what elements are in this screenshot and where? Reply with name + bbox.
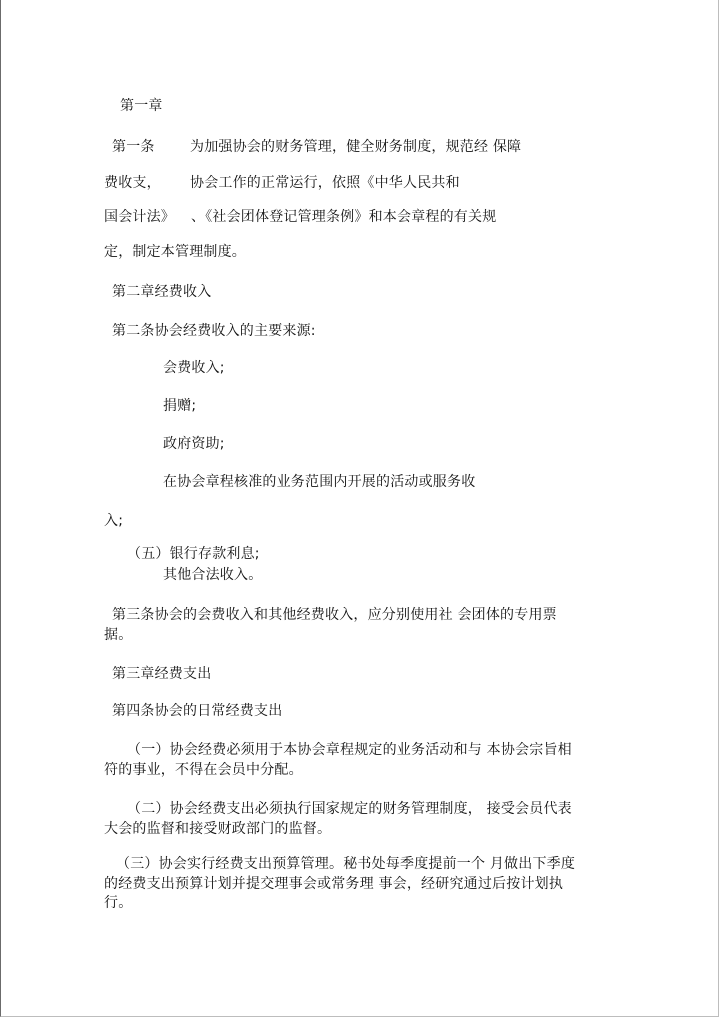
chapter-1-heading: 第一章: [120, 98, 163, 114]
income-item-1: 会费收入;: [163, 360, 225, 376]
expense-p1-line-2: 符的事业，不得在会员中分配。: [104, 762, 303, 778]
expense-p2-line-1: （二）协会经费支出必须执行国家规定的财务管理制度， 接受会员代表: [127, 801, 572, 817]
article-1-line-1: 为加强协会的财务管理，健全财务制度，规范经 保障: [190, 139, 522, 155]
article-1-line-4: 定，制定本管理制度。: [104, 244, 246, 260]
article-4: 第四条协会的日常经费支出: [112, 703, 283, 719]
income-item-2: 捐赠;: [163, 398, 197, 414]
article-1-line-2b: 协会工作的正常运行，依照《中华人民共和: [190, 175, 460, 191]
expense-p3-line-2: 的经费支出预算计划并提交理事会或常务理 事会，经研究通过后按计划执: [104, 876, 564, 892]
expense-p1-line-1: （一）协会经费必须用于本协会章程规定的业务活动和与 本协会宗旨相: [127, 742, 572, 758]
chapter-3-heading: 第三章经费支出: [112, 666, 212, 682]
income-item-6: 其他合法收入。: [163, 567, 263, 583]
article-1-label: 第一条: [112, 139, 155, 155]
article-2: 第二条协会经费收入的主要来源:: [112, 323, 316, 339]
income-item-3: 政府资助;: [163, 436, 225, 452]
article-1-line-2a: 费收支，: [104, 175, 161, 191]
expense-p3-line-3: 行。: [104, 895, 133, 911]
article-3-line-1: 第三条协会的会费收入和其他经费收入，应分别使用社 会团体的专用票: [112, 607, 557, 623]
chapter-2-heading: 第二章经费收入: [112, 284, 212, 300]
income-item-4-cont: 入;: [104, 513, 124, 529]
income-item-5: （五）银行存款利息;: [127, 546, 260, 562]
income-item-4: 在协会章程核准的业务范围内开展的活动或服务收: [163, 474, 476, 490]
article-1-line-3b: 、《社会团体登记管理条例》和本会章程的有关规: [191, 209, 497, 225]
expense-p2-line-2: 大会的监督和接受财政部门的监督。: [104, 821, 332, 837]
article-3-line-2: 据。: [104, 627, 133, 643]
expense-p3-line-1: （三）协会实行经费支出预算管理。秘书处每季度提前一个 月做出下季度: [116, 856, 576, 872]
article-1-line-3a: 国会计法》: [104, 209, 175, 225]
